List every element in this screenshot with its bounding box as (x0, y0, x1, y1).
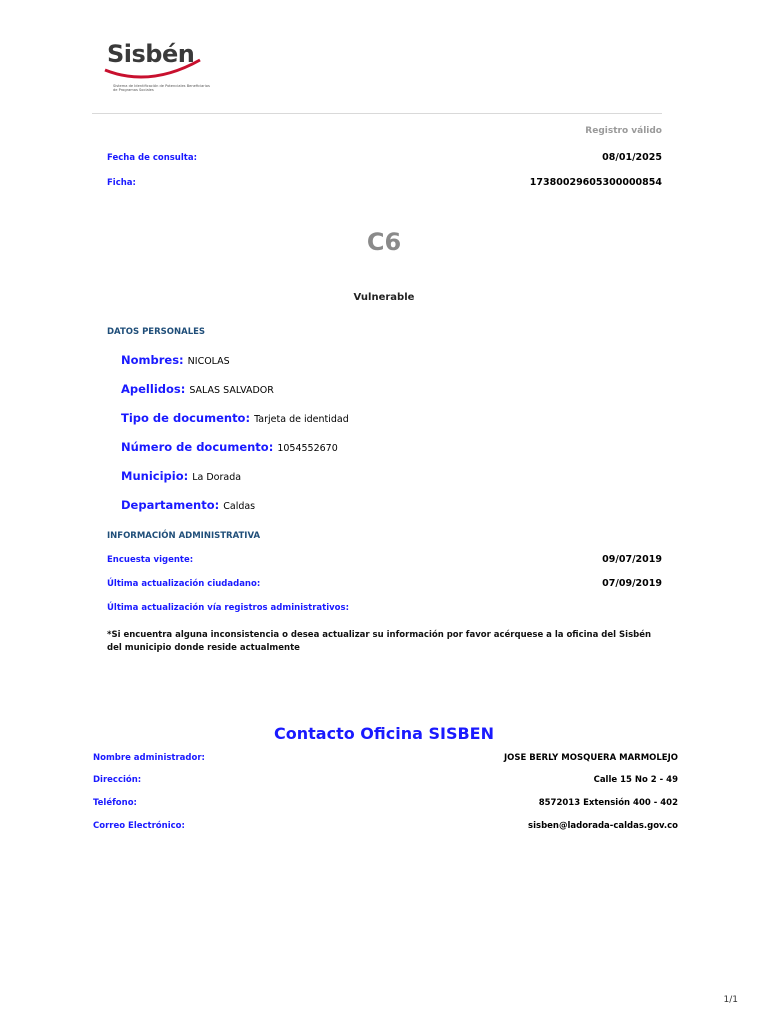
personal-row-nombres (121, 349, 230, 368)
admin-label: Última actualización vía registros administrativos: (107, 603, 349, 613)
inconsistency-note: *Si encuentra alguna inconsistencia o desea actualizar su información por favor acérquese a la oficina del Sisbén del municipio donde reside actualmente (107, 630, 652, 653)
personal-row-tipo-documento (121, 407, 349, 426)
contact-label: Teléfono: (93, 798, 137, 808)
personal-value: SALAS SALVADOR (189, 385, 274, 396)
logo-wordmark: Sisbén (107, 40, 195, 68)
personal-label: Nombres: (121, 353, 184, 367)
ficha-label: Ficha: (107, 178, 136, 188)
personal-row-numero-documento (121, 436, 338, 455)
personal-label: Número de documento: (121, 440, 274, 454)
admin-section-title: INFORMACIÓN ADMINISTRATIVA (107, 531, 261, 541)
admin-value: 09/07/2019 (602, 554, 662, 565)
personal-label: Departamento: (121, 498, 220, 512)
admin-label: Encuesta vigente: (107, 555, 194, 565)
contact-title: Contacto Oficina SISBEN (274, 724, 494, 743)
admin-label: Última actualización ciudadano: (107, 579, 261, 589)
personal-value: La Dorada (192, 472, 242, 483)
sisben-logo (95, 30, 215, 100)
fecha-consulta-label: Fecha de consulta: (107, 153, 197, 163)
contact-email-link[interactable]: sisben@ladorada-caldas.gov.co (528, 821, 678, 831)
classification-group: C6 (366, 228, 402, 256)
logo-tagline: Sistema de Identificación de Potenciales Beneficiarios de Programas Sociales (113, 84, 210, 93)
page-number: 1/1 (723, 995, 738, 1005)
personal-value: NICOLAS (187, 356, 230, 367)
contact-label: Dirección: (93, 775, 142, 785)
admin-value: 07/09/2019 (602, 578, 662, 589)
personal-value: Caldas (223, 501, 256, 512)
contact-label: Nombre administrador: (93, 753, 205, 763)
personal-section-title: DATOS PERSONALES (107, 327, 206, 337)
classification-name: Vulnerable (353, 292, 415, 303)
personal-label: Apellidos: (121, 382, 186, 396)
personal-label: Tipo de documento: (121, 411, 251, 425)
fecha-consulta-value: 08/01/2025 (602, 152, 662, 163)
contact-value: 8572013 Extensión 400 - 402 (538, 798, 678, 808)
personal-row-municipio (121, 465, 241, 484)
header-divider (92, 113, 662, 114)
personal-value: 1054552670 (277, 443, 338, 454)
status-label: Registro válido (585, 126, 662, 136)
ficha-value: 17380029605300000854 (529, 177, 662, 188)
personal-row-apellidos (121, 378, 274, 397)
contact-value: Calle 15 No 2 - 49 (593, 775, 678, 785)
personal-value: Tarjeta de identidad (254, 414, 349, 425)
personal-row-departamento (121, 494, 255, 513)
contact-label: Correo Electrónico: (93, 821, 185, 831)
contact-value: JOSE BERLY MOSQUERA MARMOLEJO (503, 753, 678, 763)
personal-label: Municipio: (121, 469, 189, 483)
